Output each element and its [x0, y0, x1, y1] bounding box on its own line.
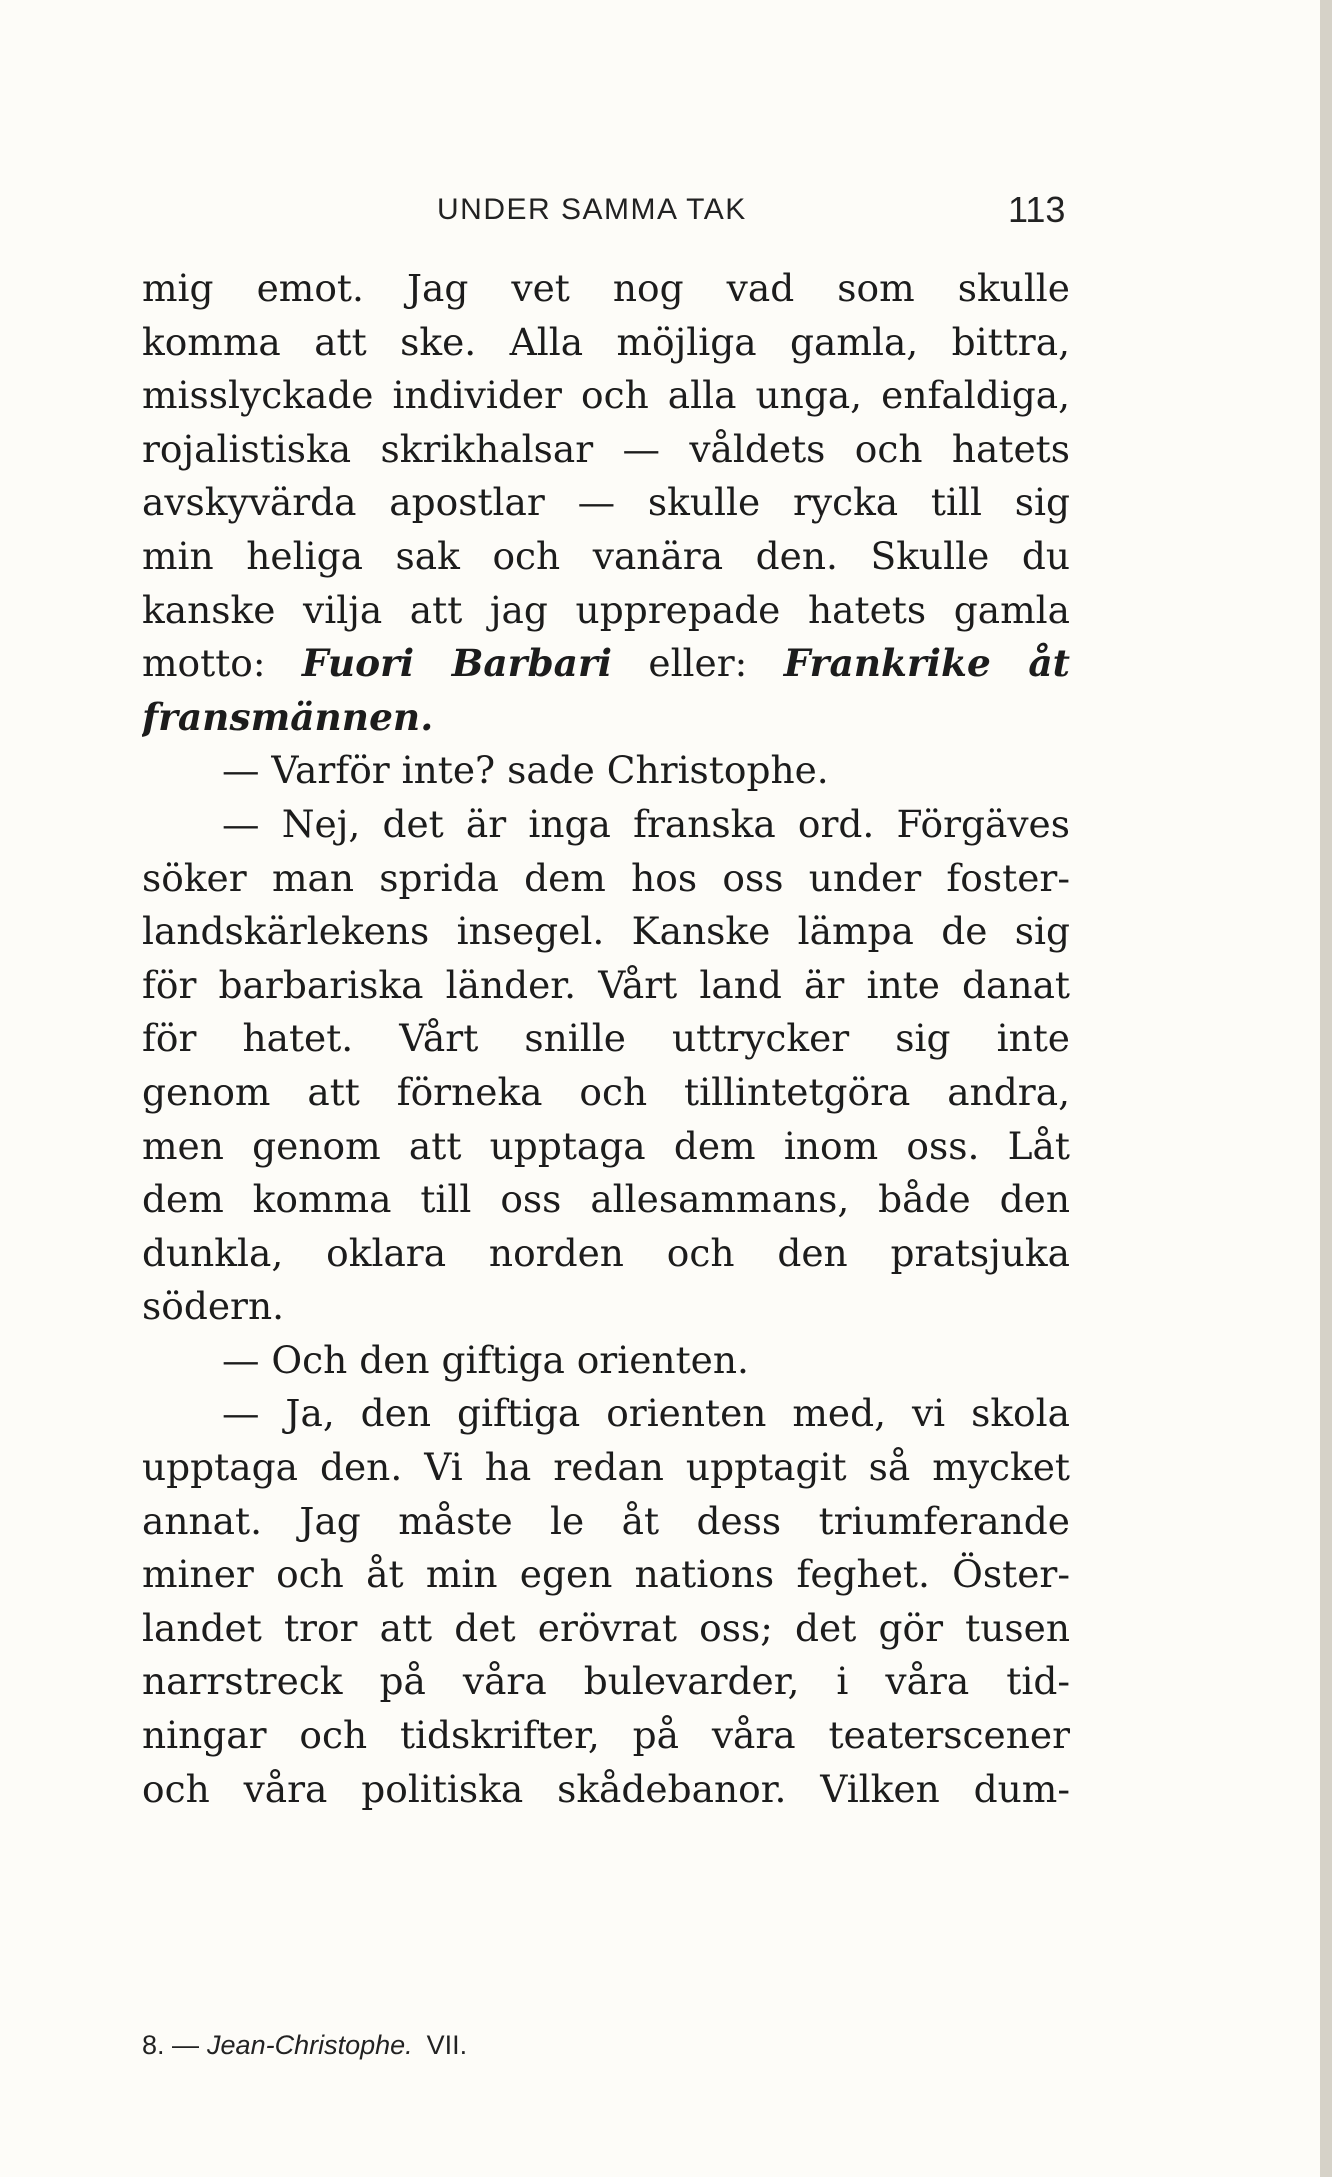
text-line: upptaga den. Vi ha redan upptagit så mycket — [142, 1445, 1070, 1490]
page-footer — [142, 2030, 467, 2061]
text-line: misslyckade individer och alla unga, enfaldiga, — [142, 373, 1070, 418]
text-line: annat. Jag måste le åt dess triumferande — [142, 1498, 1070, 1543]
text-line: söker man sprida dem hos oss under foster- — [142, 855, 1070, 900]
text-line: rojalistiska skrikhalsar — våldets och hatets — [142, 426, 1070, 471]
motto-continuation — [142, 691, 1070, 745]
motto-italic-3: fransmännen. — [142, 694, 434, 739]
dialogue-line: — Nej, det är inga franska ord. Förgäves — [222, 801, 1070, 846]
running-head: UNDER SAMMA TAK — [437, 193, 747, 226]
book-title: Jean-Christophe. — [207, 2030, 413, 2060]
motto-middle: eller: — [611, 641, 784, 686]
text-line: komma att ske. Alla möjliga gamla, bittra, — [142, 319, 1070, 364]
body-text — [142, 262, 1070, 1816]
text-line: avskyvärda apostlar — skulle rycka till sig — [142, 480, 1070, 525]
dialogue-line: — Varför inte? sade Christophe. — [222, 748, 829, 793]
motto-italic-1: Fuori Barbari — [301, 641, 612, 686]
text-line: narrstreck på våra bulevarder, i våra tid- — [142, 1659, 1070, 1704]
volume-number: VII. — [426, 2030, 468, 2060]
text-line: södern. — [142, 1284, 285, 1329]
text-line: miner och åt min egen nations feghet. Öster- — [142, 1552, 1070, 1597]
page-edge — [1320, 0, 1332, 2177]
text-line: dem komma till oss allesammans, både den — [142, 1177, 1070, 1222]
text-line: landskärlekens insegel. Kanske lämpa de sig — [142, 909, 1070, 954]
dialogue-line: — Ja, den giftiga orienten med, vi skola — [222, 1391, 1070, 1436]
text-line: för hatet. Vårt snille uttrycker sig inte — [142, 1016, 1070, 1061]
text-line: för barbariska länder. Vårt land är inte danat — [142, 962, 1070, 1007]
dialogue-line: — Och den giftiga orienten. — [222, 1337, 749, 1382]
text-line: min heliga sak och vanära den. Skulle du — [142, 533, 1070, 578]
text-line: landet tror att det erövrat oss; det gör tusen — [142, 1605, 1070, 1650]
motto-prefix: motto: — [142, 641, 302, 686]
page-header — [0, 189, 1320, 243]
motto-italic-2: Frankrike åt — [783, 641, 1070, 686]
page-number: 113 — [1008, 189, 1066, 230]
text-line: men genom att upptaga dem inom oss. Låt — [142, 1123, 1070, 1168]
text-line: genom att förneka och tillintetgöra andra, — [142, 1069, 1070, 1114]
text-line: ningar och tidskrifter, på våra teaterscener — [142, 1713, 1070, 1758]
text-line: och våra politiska skådebanor. Vilken dum- — [142, 1766, 1070, 1811]
text-line: kanske vilja att jag upprepade hatets gamla — [142, 587, 1070, 632]
text-line: dunkla, oklara norden och den pratsjuka — [142, 1230, 1070, 1275]
motto-line — [142, 637, 1070, 691]
text-line: mig emot. Jag vet nog vad som skulle — [142, 266, 1070, 310]
signature-mark: 8. — — [142, 2030, 200, 2060]
